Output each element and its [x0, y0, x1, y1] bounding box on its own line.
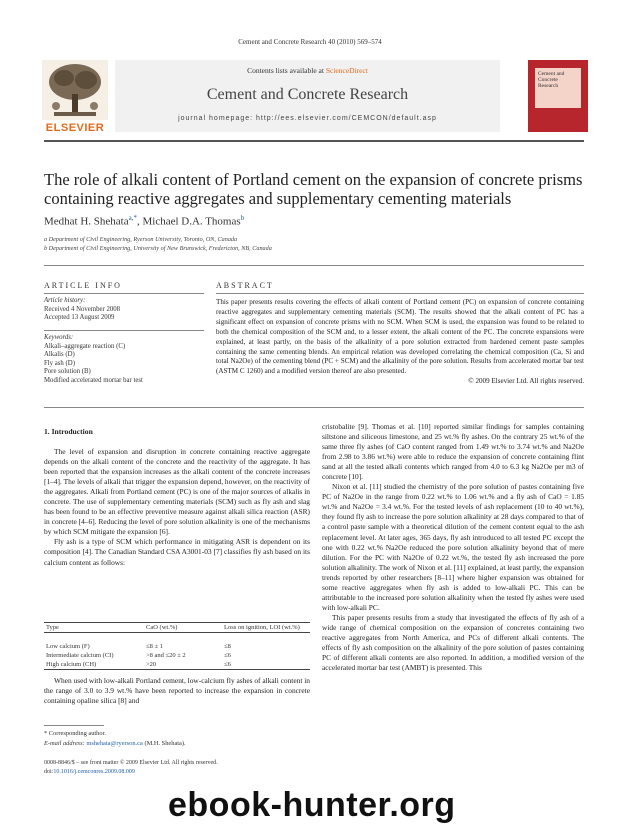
- journal-masthead: [115, 60, 500, 132]
- right-column: [322, 422, 584, 673]
- doi-label: doi:: [44, 769, 54, 775]
- right-paragraph-2: Nixon et al. [11] studied the chemistry of the pore solution of pastes containing five PC of Na2Oe in the range from 0.22 wt.% to 1.06 wt.% and a fly ash of CaO = 1.85 wt.% and Na2Oe = 3.4 wt.%. For the tested levels of ash replacement (10 to 40 wt.%), they found fly ash to increase the pore solution alkalinity at 28 days compared to that of a control paste sample with a theoretical dilution of the cement content equal to the ash replacement level. At later ages, 365 days, fly ash introduced to all tested PC except the one with 0.22 wt.% Na2Oe reduced the pore solution alkalinity beyond that of mere dilution. For the PC with Na2Oe of 0.22 wt.%, the tested fly ash increased the pore solution alkalinity. The work of Nixon et al. [11] explained, at least partly, the expansion trends reported by other researchers [8–11] where higher expansion was obtained for some reactive aggregates when fly ash is added to low-alkali PC. This can be attributable to the increased pore solution alkalinity when the tested fly ashes were used with low-alkali PC.: [322, 482, 584, 612]
- table-cell: ≤6: [224, 652, 231, 659]
- affiliation-a: a Department of Civil Engineering, Ryerson University, Toronto, ON, Canada: [44, 236, 238, 243]
- keywords-rule: [44, 330, 204, 331]
- footnote-rule: [44, 725, 104, 726]
- author-thomas: , Michael D.A. Thomas: [136, 215, 241, 228]
- table-cell: >8 and ≤20 ± 2: [146, 652, 186, 659]
- keywords-block: [44, 334, 204, 385]
- intro-paragraph-2: Fly ash is a type of SCM which performance in mitigating ASR is dependent on its composition [4]. The Canadian Standard CSA A3001-03 [7] classifies fly ash based on its calcium content as follows:: [44, 537, 310, 567]
- journal-title: Cement and Concrete Research: [206, 86, 409, 103]
- journal-cover-thumbnail: [528, 60, 588, 132]
- affiliation-b: b Department of Civil Engineering, University of New Brunswick, Fredericton, NB, Canada: [44, 245, 272, 252]
- contents-line: [115, 66, 500, 75]
- fly-ash-classification-table: [44, 622, 310, 670]
- issn-line: 0008-8846/$ – see front matter © 2009 Elsevier Ltd. All rights reserved.: [44, 760, 218, 766]
- table-header: Loss on ignition, LOI (wt.%): [224, 624, 300, 631]
- table-row: [44, 660, 310, 670]
- running-head: Cement and Concrete Research 40 (2010) 569–574: [238, 38, 382, 46]
- table-cell: ≤8 ± 1: [146, 643, 163, 650]
- keyword-item: Alkalis (D): [44, 351, 75, 358]
- table-header: Type: [46, 624, 59, 631]
- section-heading-introduction: 1. Introduction: [44, 427, 93, 436]
- right-paragraph-1: cristobalite [9]. Thomas et al. [10] reported similar findings for samples containing siltstone and siliceous limestone, and 25 wt.% fly ashes. On the contrary 25 wt.% of the same three fly ashes (of CaO content ranged from 1.49 wt.% to 3.74 wt.% and Na2Oe from 2.98 to 3.86 wt.%) were able to reduce the expansion of concrete containing flint sand at all the tested alkali contents which ranged from 4.0 to 6.3 kg Na2Oe per m3 of concrete [10].: [322, 422, 584, 482]
- email-link[interactable]: mshehata@ryerson.ca: [86, 740, 143, 747]
- contents-prefix: Contents lists available at: [247, 66, 326, 75]
- article-info-rule: [44, 293, 204, 294]
- author-shehata-affil[interactable]: a,*: [128, 214, 137, 222]
- intro-paragraph-1: The level of expansion and disruption in concrete containing reactive aggregate depends on the alkali content of the concrete and the reactivity of the aggregate. It has been reported that the expansion increases as the alkali content of the concrete increases [1–4]. The levels of alkali that trigger the expansion depend, however, on the reactivity of the aggregates. Alkali from Portland cement (PC) is one of the major sources of alkalis in concrete. The use of supplementary cementing materials (SCM) such as fly ash and slag has been found to be an effective preventive measure against alkali silica reaction (ASR) in concrete [4–6]. Reducing the level of pore solution alkalinity is one of the mechanisms by which SCM mitigate the expansion [6].: [44, 447, 310, 537]
- affiliation-divider: [44, 265, 584, 266]
- doi-line: [44, 769, 135, 775]
- abstract-rule: [216, 293, 584, 294]
- cover-title: Cement and Concrete Research: [535, 68, 581, 108]
- table-row: [44, 642, 310, 651]
- intro-paragraph-3-block: [44, 676, 310, 706]
- keyword-item: Fly ash (D): [44, 359, 75, 367]
- table-row: [44, 651, 310, 660]
- table-cell: ≤6: [224, 661, 231, 668]
- corresponding-author-note: * Corresponding author.: [44, 730, 106, 737]
- accepted-date: Accepted 13 August 2009: [44, 314, 115, 321]
- author-thomas-affil[interactable]: b: [240, 214, 245, 222]
- watermark: ebook-hunter.org: [168, 786, 456, 824]
- journal-homepage[interactable]: journal homepage: http://ees.elsevier.com/CEMCON/default.asp: [178, 115, 437, 122]
- received-date: Received 4 November 2008: [44, 305, 121, 313]
- table-header-row: [44, 623, 310, 633]
- article-title: The role of alkali content of Portland cement on the expansion of concrete prisms containing reactive aggregates and supplementary cementing materials: [44, 170, 583, 208]
- keywords-label: Keywords:: [44, 334, 74, 341]
- sciencedirect-link[interactable]: ScienceDirect: [325, 66, 368, 75]
- article-history: [44, 297, 204, 323]
- header-divider: [44, 140, 584, 142]
- email-label: E-mail address:: [44, 740, 87, 747]
- keyword-item: Alkali–aggregate reaction (C): [44, 342, 126, 350]
- right-paragraph-3: This paper presents results from a study that investigated the effects of fly ash of a wide range of chemical composition on the expansion of concretes containing two reactive aggregates from North America, and PCs of different alkali contents. The effects of fly ash composition on the alkalinity of the pore solution of pastes containing PC of different alkali contents are also reported. In addition, a modified version of the accelerated mortar bar test (AMBT) is presented. This: [322, 612, 584, 673]
- intro-paragraphs: [44, 447, 310, 568]
- copyright: © 2009 Elsevier Ltd. All rights reserved.: [468, 377, 584, 386]
- abstract-body: This paper presents results covering the effects of alkali content of Portland cement (PC) on expansion of concrete containing reactive aggregates and supplementary cementing materials (SCM). The results showed that the alkali content of PC has a significant effect on expansion of concrete prisms with no SCM. When SCM is used, the expansion was found to be related to both the chemical composition of the SCM and, to a lesser extent, the alkali content of the PC. The concrete expansions were explained, at least partly, on the basis of the alkalinity of a pore solution extracted from hardened cement paste samples containing the same cementing blends. An empirical relation was developed correlating the chemical composition (Ca, Si and total Na2Oe) of the cementing blend (PC + SCM) and the alkalinity of the pore solution. Results from accelerated mortar bar test (ASTM C 1260) and a modified version thereof are also presented.: [216, 298, 584, 376]
- table-cell: Low calcium (F): [46, 643, 90, 650]
- elsevier-wordmark: ELSEVIER: [45, 122, 105, 134]
- keyword-item: Modified accelerated mortar bar test: [44, 376, 143, 384]
- abstract-text: [216, 298, 584, 387]
- history-label: Article history:: [44, 297, 86, 304]
- article-info-heading: ARTICLE INFO: [44, 281, 122, 290]
- author-shehata: Medhat H. Shehata: [44, 215, 129, 228]
- doi-link[interactable]: 10.1016/j.cemconres.2009.08.009: [53, 769, 135, 775]
- abstract-bottom-rule: [44, 407, 584, 408]
- author-line: [44, 214, 244, 228]
- email-line: [44, 740, 186, 747]
- table-cell: Intermediate calcium (CI): [46, 652, 114, 659]
- email-suffix: (M.H. Shehata).: [142, 740, 186, 747]
- abstract-heading: ABSTRACT: [216, 281, 274, 290]
- table-cell: High calcium (CH): [46, 661, 97, 668]
- table-cell: >20: [146, 661, 157, 668]
- keyword-item: Pore solution (B): [44, 368, 91, 375]
- table-header: CaO (wt.%): [146, 624, 178, 631]
- intro-paragraph-3: When used with low-alkali Portland cement, low-calcium fly ashes of alkali content in the range of 3.0 to 3.9 wt.% have been reported to increase the expansion in concrete containing opaline silica [8] and: [44, 676, 310, 706]
- table-cell: ≤8: [224, 643, 231, 650]
